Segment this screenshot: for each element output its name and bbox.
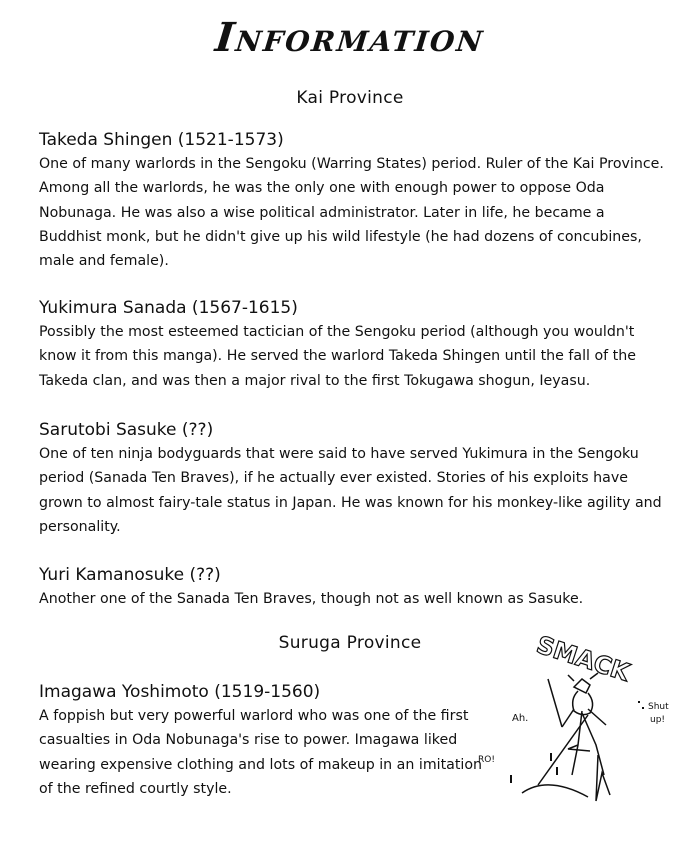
- entry-body: Another one of the Sanada Ten Braves, though not as well known as Sasuke.: [39, 591, 584, 607]
- entry-imagawa-yoshimoto: [39, 680, 489, 801]
- entry-body: A foppish but very powerful warlord who was one of the first casualties in Oda Nobunaga's rise to power. Imagawa liked wearing expensive clothing and lots of makeup in an imitation of the refined courtly style.: [39, 708, 483, 797]
- small-sfx: RO!: [478, 755, 495, 765]
- entry-sarutobi-sasuke: [39, 418, 669, 539]
- speech-right-2: up!: [650, 715, 666, 725]
- entry-title: Sarutobi Sasuke (??): [39, 420, 214, 440]
- sfx-text: SMACK: [533, 630, 634, 687]
- warrior-figure: [522, 673, 610, 801]
- warrior-illustration: [478, 625, 678, 805]
- entry-yuri-kamanosuke: [39, 563, 669, 611]
- entry-body: One of ten ninja bodyguards that were said to have served Yukimura in the Sengoku period (Sanada Ten Braves), if he actually ever existed. Stories of his exploits have grown to almost fairy-tale status in Japan. He was known for his monkey-like agility and personality.: [39, 446, 662, 535]
- speech-left: Ah.: [512, 713, 529, 724]
- entry-body: Possibly the most esteemed tactician of the Sengoku period (although you wouldn't know it from this manga). He served the warlord Takeda Shingen until the fall of the Takeda clan, and was then a major rival to the first Tokugawa shogun, Ieyasu.: [39, 324, 636, 389]
- speech-right-1: Shut: [648, 702, 669, 712]
- entry-title: Imagawa Yoshimoto (1519-1560): [39, 682, 321, 702]
- entry-body: One of many warlords in the Sengoku (Warring States) period. Ruler of the Kai Province. Among all the warlords, he was the only one with enough power to oppose Oda Nobunaga. He was also a wise political administrator. Later in life, he became a Buddhist monk, but he didn't give up his wild lifestyle (he had dozens of concubines, male and female).: [39, 156, 664, 270]
- entry-yukimura-sanada: [39, 296, 669, 393]
- section-header-kai: Kai Province: [296, 88, 404, 108]
- entry-takeda-shingen: [39, 128, 669, 273]
- entry-title: Yukimura Sanada (1567-1615): [39, 298, 298, 318]
- entry-title: Yuri Kamanosuke (??): [39, 565, 221, 585]
- section-header-suruga: Suruga Province: [278, 633, 422, 653]
- entry-title: Takeda Shingen (1521-1573): [39, 130, 284, 150]
- page-title: Information: [213, 14, 487, 61]
